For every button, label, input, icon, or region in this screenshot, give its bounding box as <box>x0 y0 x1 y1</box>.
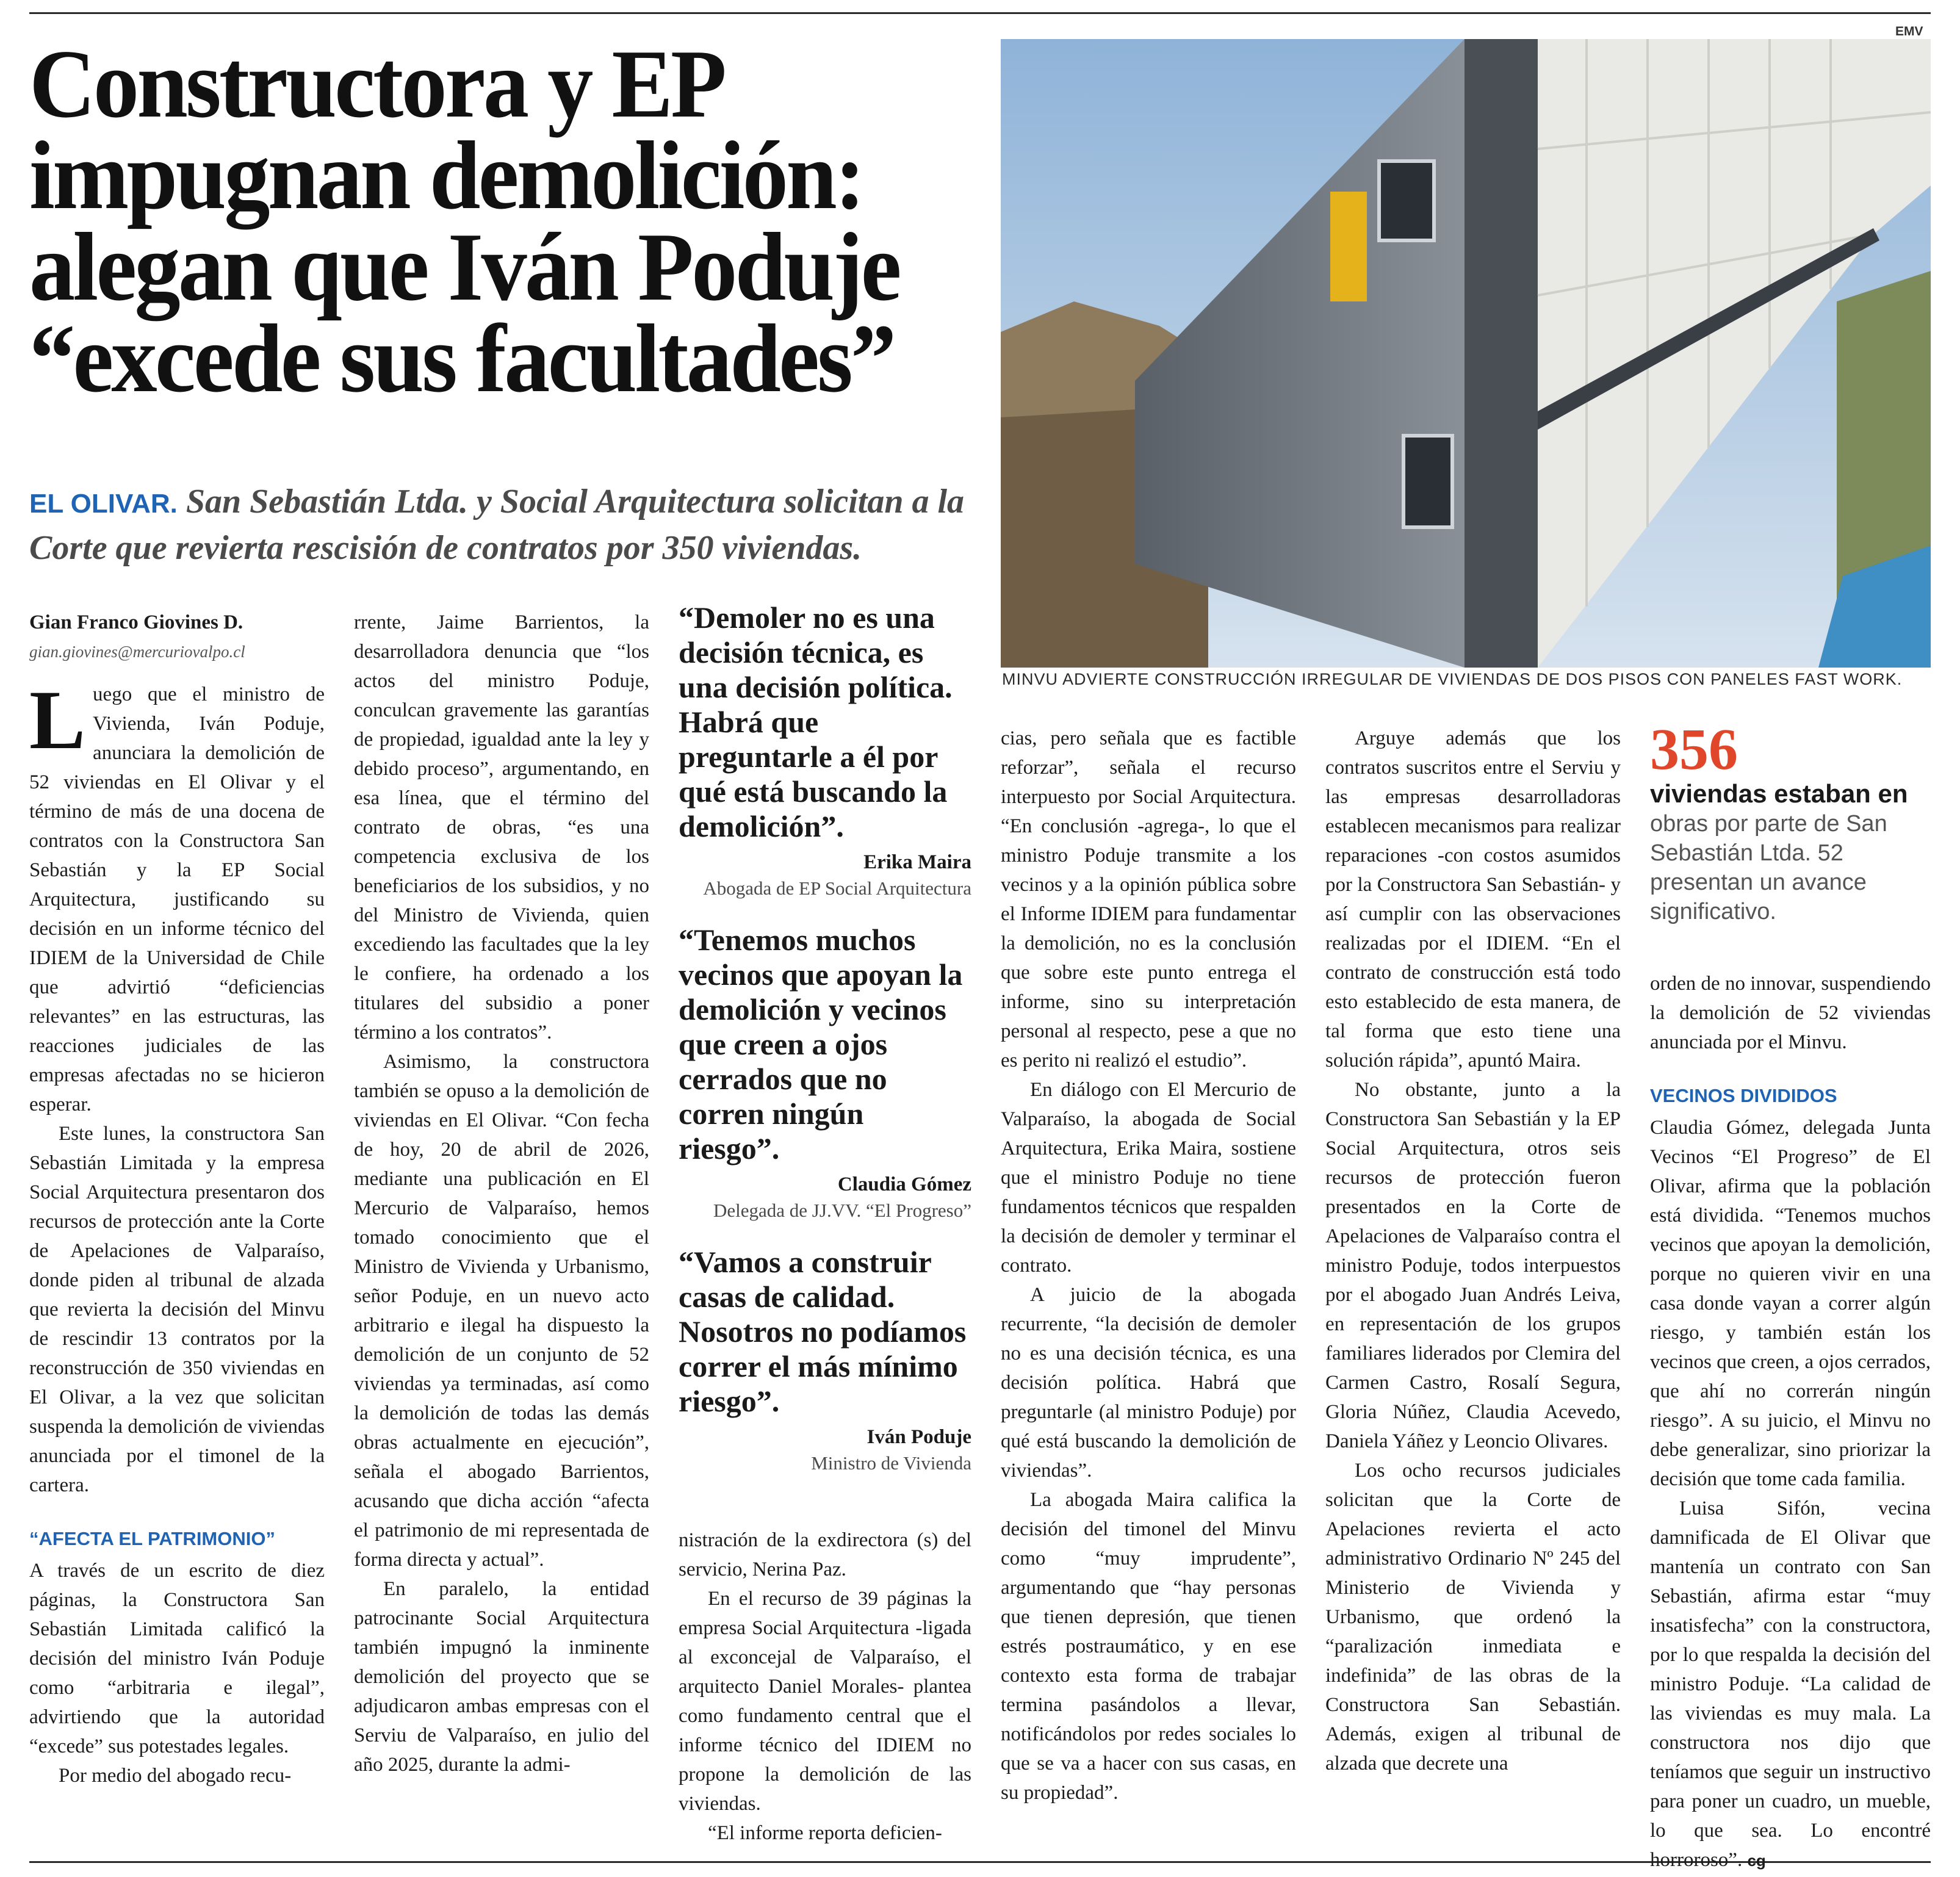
lead-paragraph <box>29 673 325 1119</box>
paragraph: Claudia Gómez, delegada Junta Vecinos “El Progreso” de El Olivar, afirma que la población está dividida. “Tenemos muchos vecinos que apoyan la demolición, porque no quieren vivir en una casa donde vayan a correr algún riesgo, y también están los vecinos que creen, a ojos cerrados, que ahí no correrán ningún riesgo”. A su juicio, el Minvu no debe generalizar, sino priorizar la decisión que tome cada familia. <box>1650 1117 1931 1490</box>
paragraph: cias, pero señala que es factible reforzar”, señala el recurso interpuesto por Social Arquitectura. “En conclusión -agrega-, lo que el ministro Poduje transmite a los vecinos y a la opinión pública sobre el Informe IDIEM para fundamentar la demolición, no es la conclusión que sobre este punto entrega el informe, sino su interpretación personal al respecto, pese a que no es perito ni realizó el estudio”. <box>1001 727 1296 1072</box>
subheading-patrimonio: “AFECTA EL PATRIMONIO” <box>29 1528 275 1549</box>
paragraph: A través de un escrito de diez páginas, la Constructora San Sebastián Limitada calificó la decisión del ministro Iván Poduje como “arbitraria e ilegal”, advirtiendo que la autoridad “excede” sus potestades legales. <box>29 1560 325 1757</box>
headline <box>29 29 935 413</box>
paragraph: Este lunes, la constructora San Sebastián Limitada y la empresa Social Arquitectura presentaron dos recursos de protección ante la Corte de Apelaciones de Valparaíso, donde piden al tribunal de alzada que revierta la decisión del Minvu de rescindir 13 contratos por la reconstrucción de 350 viviendas en El Olivar, a la vez que solicitan suspenda la demolición de viviendas anunciada por el timonel de la cartera. <box>29 1123 325 1496</box>
stat-description: obras por parte de San Sebastián Ltda. 52 presentan un avance significativo. <box>1650 811 1887 924</box>
quote-role: Abogada de EP Social Arquitectura <box>703 877 971 899</box>
headline-line: “excede sus facultades” <box>29 304 895 413</box>
paragraph: En paralelo, la entidad patrocinante Social Arquitectura también impugnó la inminente demolición del proyecto que se adjudicaron ambas empresas con el Serviu de Valparaíso, en julio del año 2025, durante la admi- <box>354 1578 649 1776</box>
top-rule <box>29 12 1931 14</box>
bottom-rule <box>29 1861 1931 1863</box>
byline-email: gian.giovines@mercuriovalpo.cl <box>29 643 245 661</box>
paragraph: En el recurso de 39 páginas la empresa Social Arquitectura -ligada al exconcejal de Valparaíso, el arquitecto Daniel Morales- plantea como fundamento central que el informe técnico del IDIEM no propone la demolición de las viviendas. <box>679 1588 971 1815</box>
paragraph-text: Luisa Sifón, vecina damnificada de El Olivar que mantenía un contrato con San Sebastián, afirma estar “muy insatisfecha” con la constructora, por lo que respalda la decisión del ministro Poduje. “La calidad de las viviendas es muy mala. La constructora nos dijo que teníamos que seguir un instructivo para poner un cuadro, un mueble, lo que sea. Lo encontré horroroso”. <box>1650 1497 1931 1871</box>
paragraph: No obstante, junto a la Constructora San Sebastián y la EP Social Arquitectura, otros seis recursos de protección fueron presentados en la Corte de Apelaciones de Valparaíso contra el ministro Poduje, todos interpuestos por el abogado Juan Andrés Leiva, en representación de los grupos familiares liderados por Clemira del Carmen Castro, Rosalí Segura, Gloria Núñez, Claudia Acevedo, Daniela Yáñez y Leoncio Olivares. <box>1325 1079 1621 1452</box>
quote-author: Claudia Gómez <box>837 1173 971 1195</box>
summary <box>29 480 969 570</box>
column-2 <box>354 608 649 1779</box>
column-3 <box>679 1526 971 1848</box>
pull-quote <box>679 1245 971 1476</box>
pull-quote <box>679 923 971 1223</box>
house-front-dark <box>1465 39 1538 668</box>
yellow-door <box>1330 192 1367 301</box>
photo-credit: EMV <box>1895 24 1923 38</box>
column-1 <box>29 608 325 1790</box>
quote-role: Ministro de Vivienda <box>811 1452 971 1474</box>
housing-photo-illustration <box>1001 39 1931 668</box>
pull-quote <box>679 600 971 901</box>
column-5 <box>1325 724 1621 1778</box>
paragraph: Por medio del abogado recu- <box>59 1765 292 1787</box>
paragraph: Asimismo, la constructora también se opuso a la demolición de viviendas en El Olivar. “Con fecha de hoy, 20 de abril de 2026, mediante una publicación en El Mercurio de Valparaíso, hemos tomado conocimiento que el Ministro de Vivienda y Urbanismo, señor Poduje, en un nuevo acto arbitrario e ilegal ha dispuesto la demolición de un conjunto de 52 viviendas ya terminadas, así como la demolición de todas las demás obras actualmente en ejecución”, señala el abogado Barrientos, acusando que dicha acción “afecta el patrimonio de mi representada de forma directa y actual”. <box>354 1051 649 1571</box>
paragraph: “El informe reporta deficien- <box>708 1822 942 1844</box>
stat-number: 356 <box>1650 716 1738 782</box>
kicker: EL OLIVAR. <box>29 489 178 519</box>
paragraph: Los ocho recursos judiciales solicitan que la Corte de Apelaciones revierta el acto administrativo Ordinario Nº 245 del Ministerio de Vivienda y Urbanismo, que ordenó la “paralización inmediata e indefinida” de las obras de la Constructora San Sebastián. Además, exigen al tribunal de alzada que decrete una <box>1325 1460 1621 1774</box>
column-6 <box>1650 969 1931 1875</box>
window <box>1379 161 1434 240</box>
paragraph: La abogada Maira califica la decisión del timonel del Minvu como “muy imprudente”, argumentando que “hay personas que tienen depresión, que tienen estrés postraumático, y en ese contexto esta forma de trabajar termina pasándolos a llevar, notificándolos por redes sociales lo que se va a hacer con sus casas, en su propiedad”. <box>1001 1489 1296 1804</box>
paragraph: orden de no innovar, suspendiendo la demolición de 52 viviendas anunciada por el Minvu. <box>1650 973 1931 1053</box>
headline-line: impugnan demolición: <box>29 121 863 229</box>
photo-caption: MINVU ADVIERTE CONSTRUCCIÓN IRREGULAR DE VIVIENDAS DE DOS PISOS CON PANELES FAST WORK. <box>1002 670 1903 688</box>
headline-line: alegan que Iván Poduje <box>29 212 899 321</box>
quote-text: “Vamos a construir casas de calidad. Nosotros no podíamos correr el más mínimo riesgo”. <box>679 1245 967 1418</box>
window <box>1403 436 1452 527</box>
stat-box <box>1650 716 1931 926</box>
headline-line: Constructora y EP <box>29 29 725 138</box>
paragraph-text: uego que el ministro de Vivienda, Iván Poduje, anunciara la demolición de 52 viviendas en El Olivar y el término de más de una docena de contratos con la Constructora San Sebastián y la EP Social Arquitectura, justificando su decisión en un informe técnico del IDIEM de la Universidad de Chile que advirtió “deficiencias relevantes” en las estructuras, las reacciones judiciales de las empresas afectadas no se hicieron esperar. <box>29 683 325 1115</box>
byline-name: Gian Franco Giovines D. <box>29 611 243 633</box>
quote-text: “Demoler no es una decisión técnica, es una decisión política. Habrá que preguntarle a él por qué está buscando la demolición”. <box>679 600 953 843</box>
quote-role: Delegada de JJ.VV. “El Progreso” <box>713 1200 971 1221</box>
paragraph: nistración de la exdirectora (s) del servicio, Nerina Paz. <box>679 1529 971 1580</box>
quote-author: Erika Maira <box>863 851 971 873</box>
paragraph: Arguye además que los contratos suscritos entre el Serviu y las empresas desarrolladoras establecen mecanismos para realizar reparaciones -con costos asumidos por la Constructora San Sebastián- y así cumplir con las observaciones realizadas por el IDIEM. “En el contrato de construcción está todo esto establecido de esta manera, de tal forma que esto tiene una solución rápida”, apuntó Maira. <box>1325 727 1621 1072</box>
paragraph <box>1650 1494 1931 1875</box>
paragraph: rrente, Jaime Barrientos, la desarrolladora denuncia que “los actos del ministro Poduje, conculcan gravemente las garantías de propiedad, igualdad ante la ley y debido proceso”, argumentando, en esa línea, que el término del contrato de obras, “es una competencia exclusiva de los beneficiarios de los subsidios, y no del Ministro de Vivienda, quien excediendo las facultades que la ley le confiere, ha ordenado a los titulares del subsidio a poner término a los contratos”. <box>354 611 649 1043</box>
paragraph: A juicio de la abogada recurrente, “la decisión de demoler no es una decisión técnica, es una decisión política. Habrá que preguntarle (al ministro Poduje) por qué está buscando la demolición de viviendas”. <box>1001 1284 1296 1482</box>
quote-author: Iván Poduje <box>867 1426 971 1448</box>
quote-text: “Tenemos muchos vecinos que apoyan la demolición y vecinos que creen a ojos cerrados que no corren ningún riesgo”. <box>679 923 963 1165</box>
stat-label: viviendas estaban en <box>1650 779 1908 808</box>
summary-text: San Sebastián Ltda. y Social Arquitectura solicitan a la Corte que revierta rescisión de contratos por 350 viviendas. <box>29 483 965 567</box>
paragraph: En diálogo con El Mercurio de Valparaíso, la abogada de Social Arquitectura, Erika Maira, sostiene que el ministro Poduje no tiene fundamentos técnicos que respalden la decisión de demoler y terminar el contrato. <box>1001 1079 1296 1277</box>
end-mark: cg <box>1747 1851 1766 1870</box>
drop-cap: L <box>29 673 86 766</box>
column-4 <box>1001 724 1296 1807</box>
article-photo <box>1001 39 1931 668</box>
subheading-vecinos: VECINOS DIVIDIDOS <box>1650 1085 1837 1106</box>
